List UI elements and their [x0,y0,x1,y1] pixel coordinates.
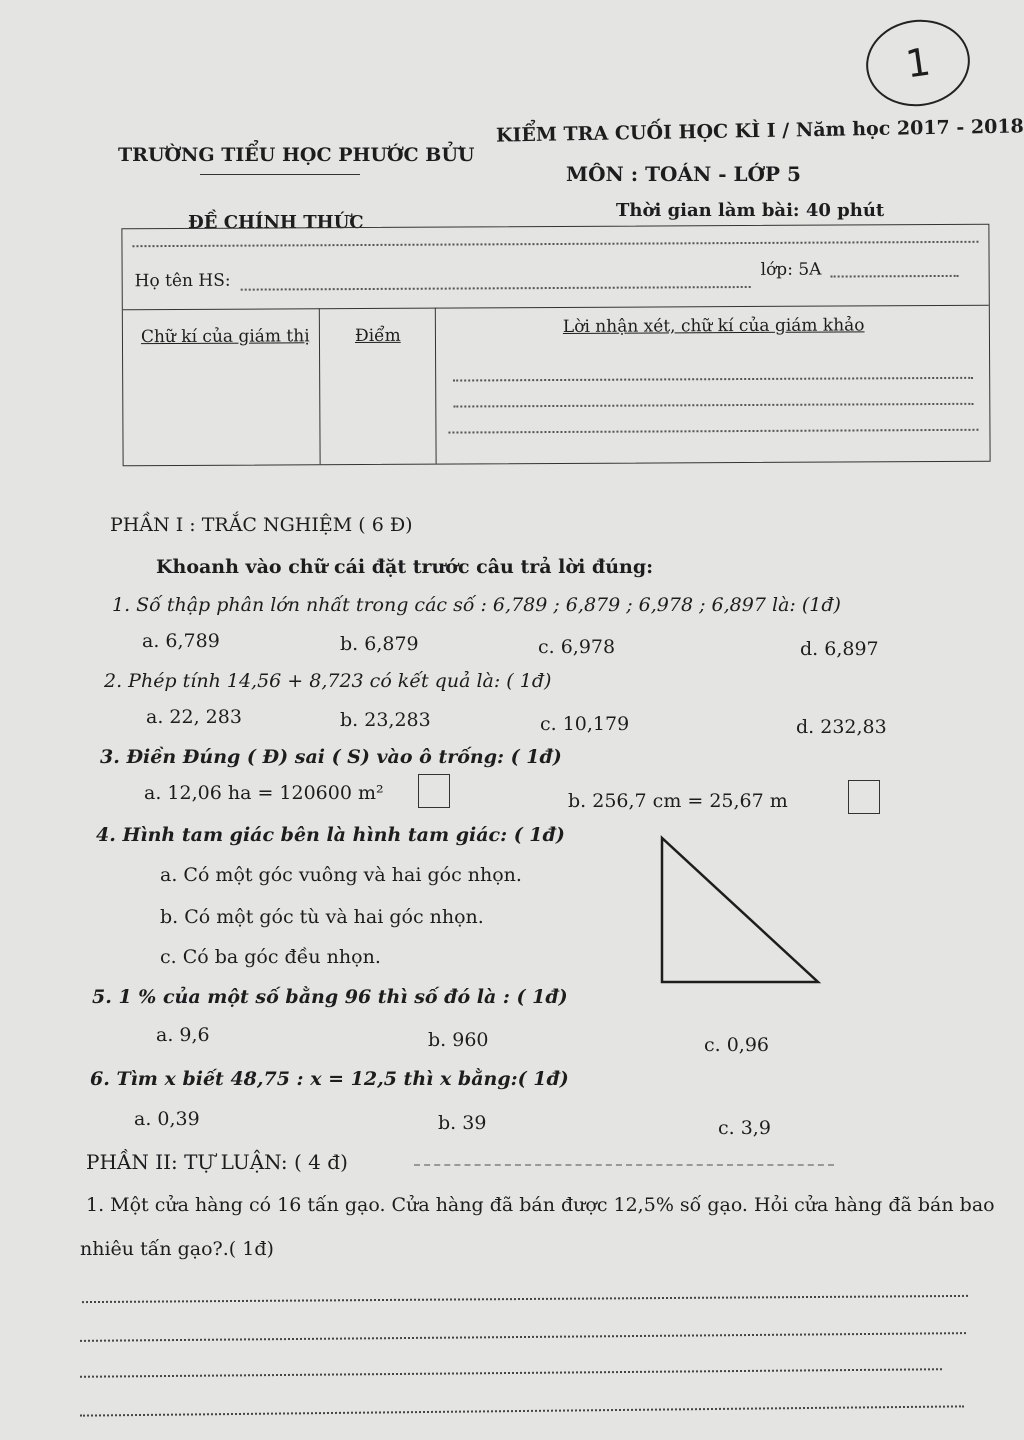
q4-option-a[interactable]: a. Có một góc vuông và hai góc nhọn. [160,864,522,886]
class-label: lớp: 5A [760,259,822,280]
q2-option-d[interactable]: d. 232,83 [796,716,887,738]
q3-item-b: b. 256,7 cm = 25,67 m [568,790,788,812]
table-divider [123,305,989,311]
proctor-signature-header: Chữ kí của giám thị [140,326,310,348]
q3-answer-box-a[interactable] [418,774,450,808]
triangle-shape [662,838,818,982]
student-info-table [121,224,990,467]
question-5: 5. 1 % của một số bằng 96 thì số đó là : ( 1đ) [92,986,568,1008]
exam-title: KIỂM TRA CUỐI HỌC KÌ I / Năm học 2017 - 2018 [495,115,1024,147]
q6-option-b[interactable]: b. 39 [438,1112,487,1134]
page-number-circle: 1 [861,13,976,113]
duration-label: Thời gian làm bài: 40 phút [616,200,885,221]
q2-option-c[interactable]: c. 10,179 [540,713,630,735]
question-3: 3. Điền Đúng ( Đ) sai ( S) vào ô trống: ( 1đ) [100,746,562,768]
question-4: 4. Hình tam giác bên là hình tam giác: ( 1đ) [96,824,565,846]
part1-title: PHẦN I : TRẮC NGHIỆM ( 6 Đ) [110,514,413,536]
answer-line-3[interactable] [80,1368,942,1378]
q2-option-a[interactable]: a. 22, 283 [146,706,242,728]
school-underline [200,174,360,175]
essay-question-1-line2: nhiêu tấn gạo?.( 1đ) [80,1238,274,1260]
comment-line-2[interactable] [453,403,973,408]
q1-option-c[interactable]: c. 6,978 [538,636,616,658]
essay-question-1-line1: 1. Một cửa hàng có 16 tấn gạo. Cửa hàng đã bán được 12,5% số gạo. Hỏi cửa hàng đã bán bao [86,1194,995,1216]
column-divider-1 [319,308,321,464]
q6-option-c[interactable]: c. 3,9 [718,1117,771,1139]
student-name-field[interactable] [241,286,751,291]
q6-option-a[interactable]: a. 0,39 [134,1108,200,1130]
q2-option-b[interactable]: b. 23,283 [340,709,431,731]
q5-option-b[interactable]: b. 960 [428,1029,489,1051]
comment-line-3[interactable] [448,429,978,434]
right-triangle-figure [656,834,826,988]
subject-line: MÔN : TOÁN - LỚP 5 [566,162,801,186]
answer-line-4[interactable] [80,1405,964,1416]
student-name-label: Họ tên HS: [134,270,231,292]
examiner-comment-header: Lời nhận xét, chữ kí của giám khảo [562,315,865,337]
q5-option-c[interactable]: c. 0,96 [704,1034,770,1056]
q1-option-b[interactable]: b. 6,879 [340,633,419,655]
comment-line-1[interactable] [453,377,973,382]
question-1: 1. Số thập phân lớn nhất trong các số : 6,789 ; 6,879 ; 6,978 ; 6,897 là: (1đ) [112,594,841,616]
top-dotted-line [132,241,978,247]
part1-instruction: Khoanh vào chữ cái đặt trước câu trả lời đúng: [156,556,654,578]
question-6: 6. Tìm x biết 48,75 : x = 12,5 thì x bằng:( 1đ) [90,1068,569,1090]
q4-option-b[interactable]: b. Có một góc tù và hai góc nhọn. [160,906,484,928]
q1-option-a[interactable]: a. 6,789 [142,630,220,652]
official-label: ĐỀ CHÍNH THỨC [188,212,364,233]
answer-line-1[interactable] [82,1295,968,1303]
school-name: TRƯỜNG TIỂU HỌC PHƯỚC BỬU [118,144,475,166]
q5-option-a[interactable]: a. 9,6 [156,1024,210,1046]
class-field[interactable] [831,275,959,278]
answer-line-2[interactable] [80,1332,966,1342]
score-header: Điểm [354,325,401,347]
part2-title: PHẦN II: TỰ LUẬN: ( 4 đ) [86,1150,348,1174]
q4-option-c[interactable]: c. Có ba góc đều nhọn. [160,946,381,968]
q3-answer-box-b[interactable] [848,780,880,814]
q1-option-d[interactable]: d. 6,897 [800,638,879,660]
column-divider-2 [435,308,437,464]
q3-item-a: a. 12,06 ha = 120600 m² [144,782,384,804]
question-2: 2. Phép tính 14,56 + 8,723 có kết quả là: ( 1đ) [104,670,552,692]
part2-title-rule [414,1164,834,1166]
